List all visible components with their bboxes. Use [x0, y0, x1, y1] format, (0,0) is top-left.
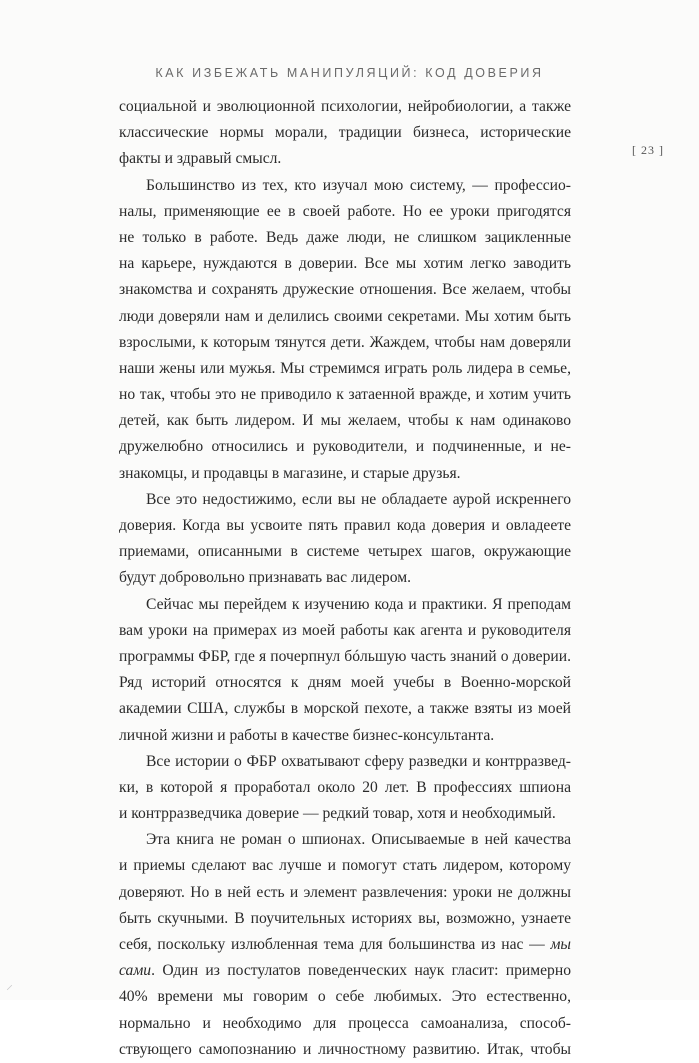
text-line: взрослыми, к которым тянутся дети. Жаждем, чтобы нам доверяли — [119, 333, 571, 351]
text-line: 40% времени мы говорим о себе любимых. Это естественно, — [119, 988, 571, 1006]
text-line: но так, чтобы это не приводило к затаенной вражде, и хотим учить — [119, 386, 571, 404]
corner-mark: ⸝ — [6, 977, 13, 993]
text-line: быть скучными. В поучительных историях вы, возможно, узнаете — [119, 909, 571, 927]
italic-emphasis: мы — [550, 936, 571, 953]
running-head: КАК ИЗБЕЖАТЬ МАНИПУЛЯЦИЙ: КОД ДОВЕРИЯ — [155, 66, 544, 80]
text-line: нормально и необходимо для процесса самоанализа, способ- — [119, 1014, 571, 1032]
text-line: вам уроки на примерах из моей работы как агента и руководителя — [119, 621, 571, 639]
text-line: Эта книга не роман о шпионах. Описываемые в ней качества — [146, 831, 571, 849]
text-line: люди доверяли нам и делились своими секретами. Мы хотим быть — [119, 307, 571, 325]
page-number: [ 23 ] — [632, 143, 664, 157]
text-line: и приемы сделают вас лучше и помогут стать лидером, которому — [119, 857, 571, 875]
text-line: дружелюбно относились и руководители, и подчиненные, и не- — [119, 438, 571, 456]
text-line: Большинство из тех, кто изучал мою систему, — профессио- — [146, 176, 571, 194]
text-line: на карьере, нуждаются в доверии. Все мы хотим легко заводить — [119, 255, 571, 273]
text-line: налы, применяющие ее в своей работе. Но ее уроки пригодятся — [119, 202, 571, 220]
text-line: классические нормы морали, традиции бизнеса, исторические — [119, 124, 571, 142]
text-line: факты и здравый смысл. — [119, 150, 282, 168]
text-line: знакомства и сохранять дружеские отношения. Все желаем, чтобы — [119, 281, 571, 299]
text-line: знакомцы, и продавцы в магазине, и старые друзья. — [119, 464, 461, 482]
body-text — [119, 94, 571, 1063]
text-line: будут добровольно признавать вас лидером. — [119, 569, 411, 587]
text-line: программы ФБР, где я почерпнул бóльшую часть знаний о доверии. — [119, 647, 571, 665]
text-line: доверия. Когда вы усвоите пять правил кода доверия и овладеете — [119, 517, 571, 534]
text-line: социальной и эволюционной психологии, нейробиологии, а также — [119, 98, 571, 115]
text-line: ки, в которой я проработал около 20 лет. В профессиях шпиона — [119, 778, 571, 796]
text-line-with-italic — [119, 958, 571, 984]
text-line-with-italic — [119, 932, 571, 958]
text-line: не только в работе. Ведь даже люди, не слишком зацикленные — [119, 228, 571, 246]
text-line: детей, как быть лидером. И мы желаем, чтобы к нам одинаково — [119, 412, 571, 430]
text-line: академии США, службы в морской пехоте, а также взяты из моей — [119, 700, 571, 718]
text-line: Сейчас мы перейдем к изучению кода и практики. Я преподам — [146, 595, 571, 613]
text-line: приемами, описанными в системе четырех шагов, окружающие — [119, 543, 571, 561]
text-line: доверяют. Но в ней есть и элемент развлечения: уроки не должны — [119, 883, 571, 901]
italic-emphasis: сами — [119, 962, 152, 980]
text-line: Ряд историй относятся к дням моей учебы в Военно-морской — [119, 674, 571, 692]
text-line: и контрразведчика доверие — редкий товар, хотя и необходимый. — [119, 805, 556, 823]
text-line: наши жены или мужья. Мы стремимся играть роль лидера в семье, — [119, 359, 571, 377]
text-line: Все это недостижимо, если вы не обладаете аурой искреннего — [146, 490, 571, 508]
text-line: ствующего самопознанию и личностному развитию. Итак, чтобы — [119, 1040, 571, 1058]
text-segment: себя, поскольку излюбленная тема для большинства из нас — — [119, 936, 545, 953]
text-line: Все истории о ФБР охватывают сферу разведки и контрразвед- — [146, 752, 571, 770]
text-segment: . Один из постулатов поведенческих наук гласит: примерно — [151, 962, 571, 980]
text-line: личной жизни и работы в качестве бизнес-консультанта. — [119, 726, 495, 744]
